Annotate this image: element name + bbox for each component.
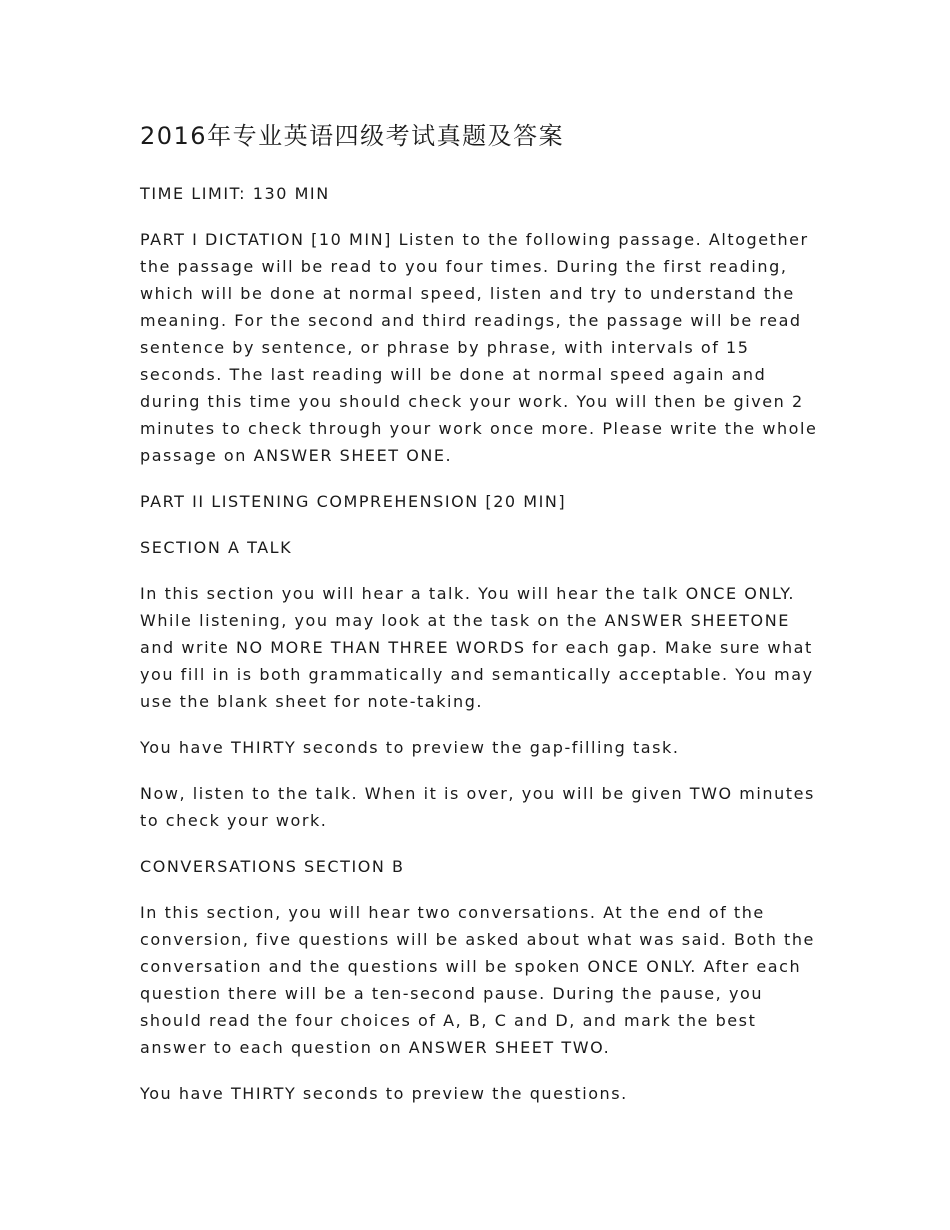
- document-page: [140, 118, 820, 1126]
- part-ii-heading: PART II LISTENING COMPREHENSION [20 MIN]: [140, 492, 567, 511]
- section-a-instructions: In this section you will hear a talk. You will hear the talk ONCE ONLY. While listening, you may look at the task on the ANSWER SHEETONE and write NO MORE THAN THREE WORDS for each gap. Make sure what you fill in is both grammatically and semantically acceptable. You may use the blank sheet for note-taking.: [140, 584, 814, 711]
- part-i-instructions: PART I DICTATION [10 MIN] Listen to the following passage. Altogether the passage will be read to you four times. During the first reading, which will be done at normal speed, listen and try to understand the meaning. For the second and third readings, the passage will be read sentence by sentence, or phrase by phrase, with intervals of 15 seconds. The last reading will be done at normal speed again and during this time you should check your work. You will then be given 2 minutes to check through your work once more. Please write the whole passage on ANSWER SHEET ONE.: [140, 230, 818, 465]
- section-b-instructions: In this section, you will hear two conversations. At the end of the conversion, five questions will be asked about what was said. Both the conversation and the questions will be spoken ONCE ONLY. After each question there will be a ten-second pause. During the pause, you should read the four choices of A, B, C and D, and mark the best answer to each question on ANSWER SHEET TWO.: [140, 903, 815, 1057]
- section-a-preview-note: You have THIRTY seconds to preview the gap-filling task.: [140, 738, 680, 757]
- section-b-preview-note: You have THIRTY seconds to preview the questions.: [140, 1084, 628, 1103]
- document-title: 2016年专业英语四级考试真题及答案: [140, 122, 565, 150]
- section-a-listen-note: Now, listen to the talk. When it is over, you will be given TWO minutes to check your work.: [140, 784, 815, 830]
- section-a-heading: SECTION A TALK: [140, 538, 293, 557]
- section-b-heading: CONVERSATIONS SECTION B: [140, 857, 405, 876]
- time-limit: TIME LIMIT: 130 MIN: [140, 184, 330, 203]
